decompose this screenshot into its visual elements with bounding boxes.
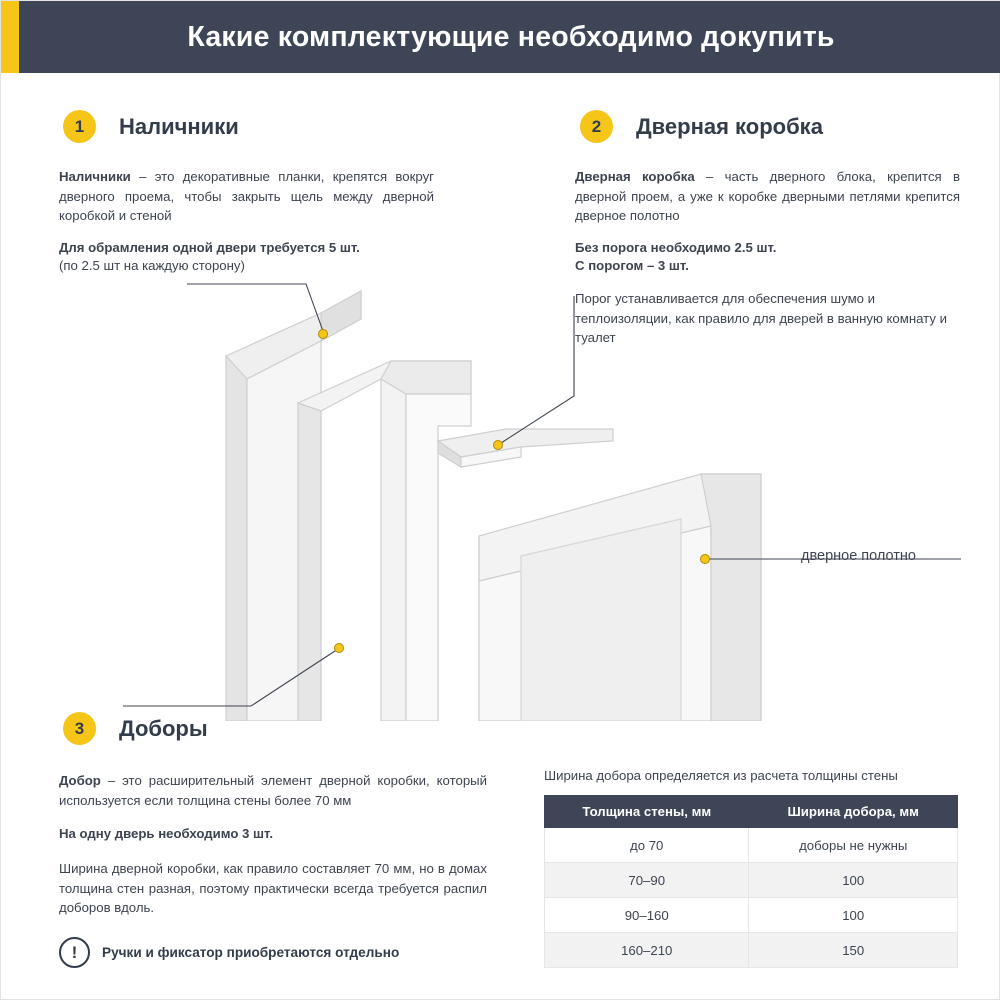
section-2-paragraph-1 bbox=[575, 167, 960, 226]
casing-part bbox=[226, 291, 361, 721]
table-caption: Ширина добора определяется из расчета толщины стены bbox=[544, 768, 898, 783]
section-title-dobory: Доборы bbox=[119, 716, 208, 741]
section-1-requirement: Для обрамления одной двери требуется 5 шт. bbox=[59, 240, 360, 255]
section-2-with-threshold: С порогом – 3 шт. bbox=[575, 258, 689, 273]
section-3-paragraph-3: Ширина дверной коробки, как правило составляет 70 мм, но в домах толщина стен разная, поэтому практически всегда требуется распил доборов вдоль. bbox=[59, 861, 487, 915]
table-header-wall-thickness: Толщина стены, мм bbox=[545, 796, 749, 828]
section-3-paragraph-1 bbox=[59, 771, 487, 810]
table-cell-width: 100 bbox=[749, 863, 958, 898]
table-cell-thickness: 70–90 bbox=[545, 863, 749, 898]
door-exploded-illustration bbox=[1, 251, 1000, 721]
section-1-paragraph-1 bbox=[59, 167, 434, 226]
section-3-bold-line bbox=[59, 824, 487, 844]
table-row bbox=[545, 863, 958, 898]
section-title-naличники: Наличники bbox=[119, 114, 239, 139]
section-2-no-threshold: Без порога необходимо 2.5 шт. bbox=[575, 240, 777, 255]
table-cell-width: 100 bbox=[749, 898, 958, 933]
hotspot-door-leaf bbox=[701, 555, 710, 564]
section-1-sub-line: (по 2.5 шт на каждую сторону) bbox=[59, 258, 245, 273]
section-1-lead: Наличники bbox=[59, 169, 131, 184]
table-row bbox=[545, 933, 958, 968]
table-row bbox=[545, 898, 958, 933]
hotspot-casing-top bbox=[319, 330, 328, 339]
section-badge-3: 3 bbox=[63, 712, 96, 745]
table-header-row bbox=[545, 796, 958, 828]
section-2-paragraph-3: Порог устанавливается для обеспечения шумо и теплоизоляции, как правило для дверей в ванную комнату и туалет bbox=[575, 291, 947, 345]
section-title-dvernaya-korobka: Дверная коробка bbox=[636, 114, 823, 139]
section-badge-2: 2 bbox=[580, 110, 613, 143]
table-cell-width: 150 bbox=[749, 933, 958, 968]
section-1-rest: – это декоративные планки, крепятся вокруг дверного проема, чтобы закрыть щель между дверной коробкой и стеной bbox=[59, 169, 434, 223]
header-accent-bar bbox=[1, 1, 19, 73]
door-leaf-part bbox=[479, 474, 761, 721]
section-2-lead: Дверная коробка bbox=[575, 169, 695, 184]
hotspot-casing-bottom bbox=[335, 644, 344, 653]
door-frame-part bbox=[298, 361, 471, 721]
section-badge-1: 1 bbox=[63, 110, 96, 143]
table-cell-thickness: до 70 bbox=[545, 828, 749, 863]
page-title: Какие комплектующие необходимо докупить bbox=[187, 21, 835, 53]
table-header-dobor-width: Ширина добора, мм bbox=[749, 796, 958, 828]
page-header bbox=[1, 1, 1000, 73]
section-3-requirement: На одну дверь необходимо 3 шт. bbox=[59, 826, 273, 841]
table-cell-thickness: 90–160 bbox=[545, 898, 749, 933]
note-text: Ручки и фиксатор приобретаются отдельно bbox=[102, 945, 400, 960]
hotspot-threshold bbox=[494, 441, 503, 450]
table-cell-width: доборы не нужны bbox=[749, 828, 958, 863]
exclamation-icon: ! bbox=[59, 937, 90, 968]
section-3-lead: Добор bbox=[59, 773, 101, 788]
dobor-table bbox=[544, 795, 958, 968]
section-3-rest: – это расширительный элемент дверной коробки, который используется если толщина стены более 70 мм bbox=[59, 773, 487, 808]
label-door-leaf: дверное полотно bbox=[801, 548, 916, 564]
threshold-part bbox=[438, 429, 613, 467]
note-row bbox=[59, 937, 399, 968]
table-cell-thickness: 160–210 bbox=[545, 933, 749, 968]
section-2-rest: – часть дверного блока, крепится в дверной проем, а уже к коробке дверными петлями крепится дверное полотно bbox=[575, 169, 960, 223]
table-row bbox=[545, 828, 958, 863]
